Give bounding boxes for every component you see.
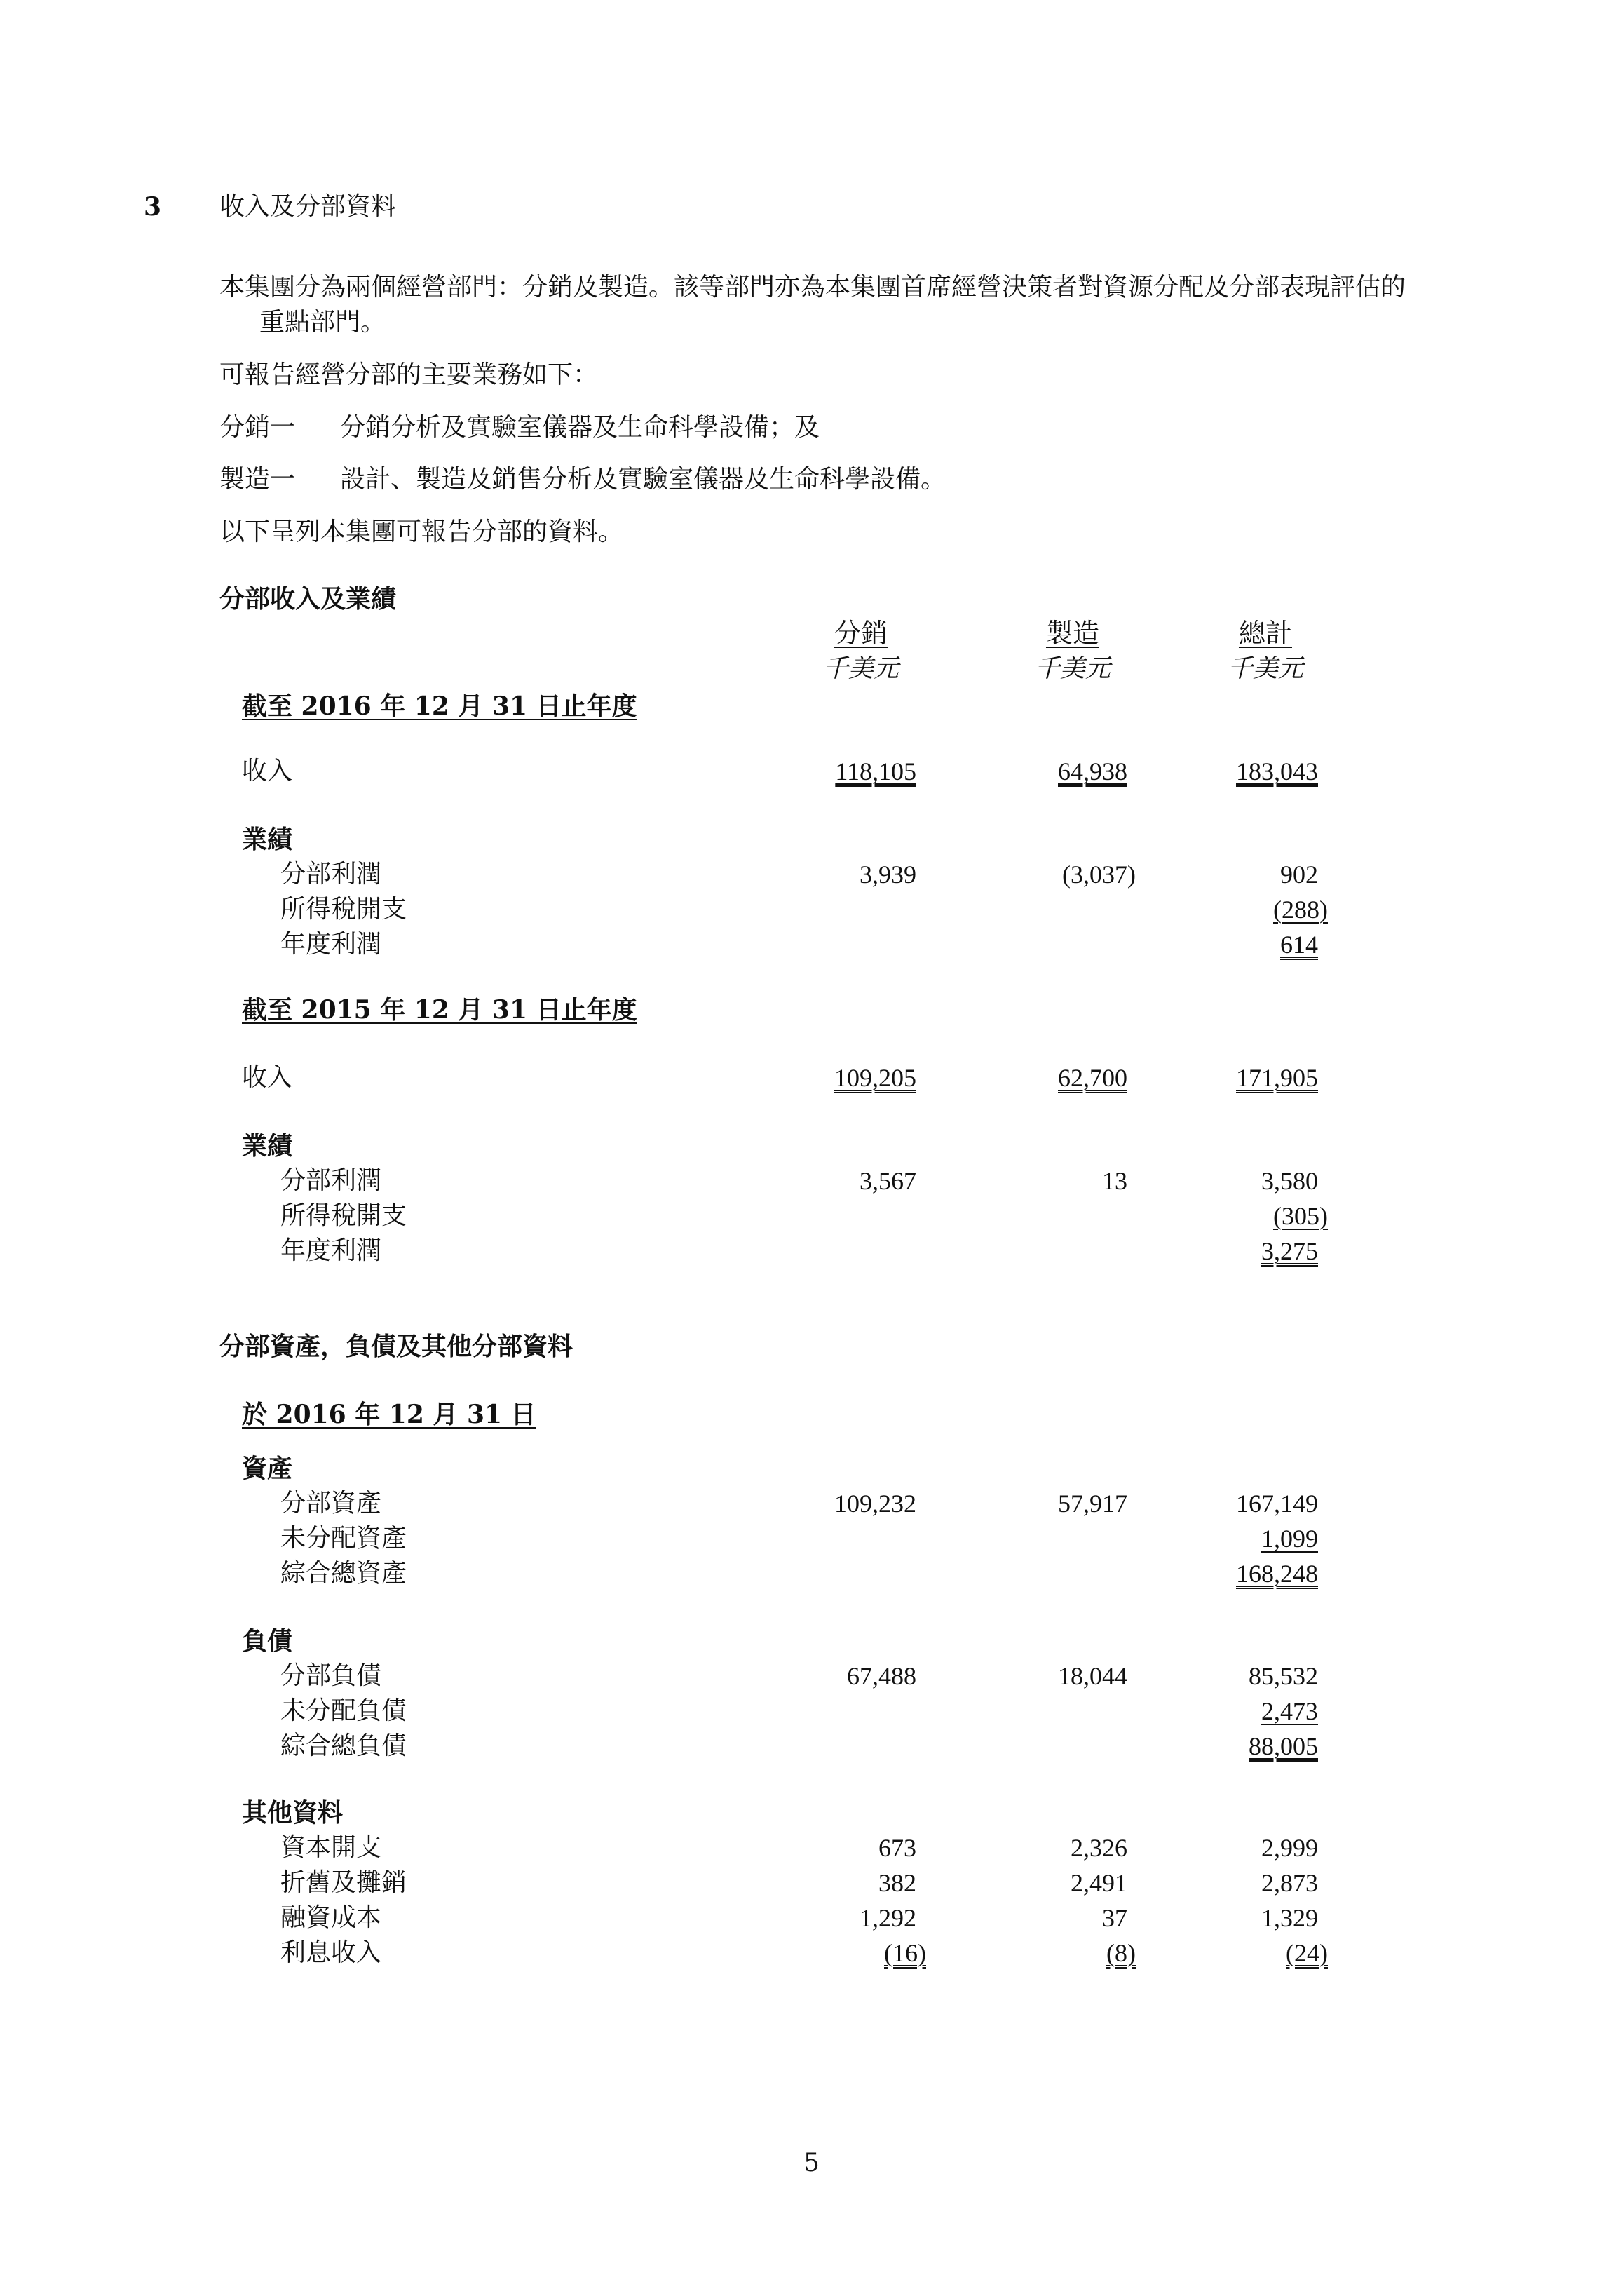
income-tax-2015-total: (305) bbox=[1273, 1202, 1328, 1230]
segments-intro: 可報告經營分部的主要業務如下： bbox=[219, 360, 599, 389]
revenue-2016-distribution: 118,105 bbox=[835, 757, 916, 785]
unallocated-assets-label: 未分配資產 bbox=[280, 1524, 407, 1553]
unallocated-assets-total: 1,099 bbox=[1261, 1525, 1318, 1553]
revenue-2016-label: 收入 bbox=[242, 757, 293, 785]
unit-manufacturing: 千美元 bbox=[1034, 654, 1111, 683]
assets-heading: 分部資產，負債及其他分部資料 bbox=[219, 1332, 573, 1361]
finance-cost-total: 1,329 bbox=[1261, 1904, 1318, 1932]
total-assets-total: 168,248 bbox=[1236, 1560, 1318, 1588]
segment-assets-manufacturing: 57,917 bbox=[1058, 1490, 1127, 1518]
total-liabilities-total: 88,005 bbox=[1249, 1732, 1318, 1760]
interest-income-distribution: (16) bbox=[884, 1939, 926, 1967]
unit-distribution: 千美元 bbox=[822, 654, 899, 683]
depreciation-total: 2,873 bbox=[1261, 1869, 1318, 1897]
revenue-2015-label: 收入 bbox=[242, 1063, 293, 1092]
segment-profit-2016-total: 902 bbox=[1280, 860, 1318, 889]
segment-profit-2016-manufacturing: (3,037) bbox=[1062, 860, 1136, 889]
finance-cost-label: 融資成本 bbox=[280, 1903, 382, 1932]
other-info-label: 其他資料 bbox=[242, 1798, 344, 1828]
results-2015-label: 業績 bbox=[242, 1131, 293, 1161]
results-heading: 分部收入及業績 bbox=[219, 584, 397, 614]
depreciation-manufacturing: 2,491 bbox=[1071, 1869, 1127, 1897]
capex-distribution: 673 bbox=[878, 1834, 916, 1862]
income-tax-2016-total: (288) bbox=[1273, 896, 1328, 924]
period-2016-heading: 截至 2016 年 12 月 31 日止年度 bbox=[242, 691, 637, 721]
column-total: 總計 bbox=[1238, 618, 1292, 649]
profit-2016-total: 614 bbox=[1280, 931, 1318, 959]
page-number: 5 bbox=[803, 2149, 820, 2177]
finance-cost-distribution: 1,292 bbox=[860, 1904, 916, 1932]
column-manufacturing: 製造 bbox=[1045, 618, 1099, 649]
unallocated-liabilities-label: 未分配負債 bbox=[280, 1696, 407, 1725]
income-tax-2015-label: 所得稅開支 bbox=[280, 1201, 407, 1230]
segment-manufacturing-name: 製造一 bbox=[219, 465, 296, 494]
segment-liabilities-manufacturing: 18,044 bbox=[1058, 1662, 1127, 1690]
segment-liabilities-label: 分部負債 bbox=[280, 1661, 382, 1690]
revenue-2016-manufacturing: 64,938 bbox=[1058, 757, 1127, 785]
segment-liabilities-distribution: 67,488 bbox=[847, 1662, 916, 1690]
depreciation-distribution: 382 bbox=[878, 1869, 916, 1897]
segment-assets-total: 167,149 bbox=[1236, 1490, 1318, 1518]
segment-info-intro: 以下呈列本集團可報告分部的資料。 bbox=[219, 518, 624, 546]
unallocated-liabilities-total: 2,473 bbox=[1261, 1697, 1318, 1725]
revenue-2016-total: 183,043 bbox=[1236, 757, 1318, 785]
profit-2015-label: 年度利潤 bbox=[280, 1236, 382, 1265]
finance-cost-manufacturing: 37 bbox=[1102, 1904, 1127, 1932]
segment-profit-2016-label: 分部利潤 bbox=[280, 860, 382, 889]
segment-profit-2015-manufacturing: 13 bbox=[1102, 1167, 1127, 1195]
unit-total: 千美元 bbox=[1227, 654, 1303, 683]
total-liabilities-label: 綜合總負債 bbox=[280, 1731, 407, 1760]
segment-profit-2015-distribution: 3,567 bbox=[860, 1167, 916, 1195]
capex-manufacturing: 2,326 bbox=[1071, 1834, 1127, 1862]
segment-distribution-desc: 分銷分析及實驗室儀器及生命科學設備；及 bbox=[340, 413, 820, 442]
segment-profit-2015-label: 分部利潤 bbox=[280, 1166, 382, 1195]
segment-liabilities-total: 85,532 bbox=[1249, 1662, 1318, 1690]
segment-assets-label: 分部資產 bbox=[280, 1489, 382, 1518]
revenue-2015-manufacturing: 62,700 bbox=[1058, 1064, 1127, 1092]
intro-paragraph-line1: 本集團分為兩個經營部門：分銷及製造。該等部門亦為本集團首席經營決策者對資源分配及分部表現評估的 bbox=[219, 273, 1406, 302]
profit-2015-total: 3,275 bbox=[1261, 1237, 1318, 1265]
interest-income-manufacturing: (8) bbox=[1106, 1939, 1136, 1967]
period-2015-heading: 截至 2015 年 12 月 31 日止年度 bbox=[242, 995, 637, 1025]
segment-profit-2016-distribution: 3,939 bbox=[860, 860, 916, 889]
income-tax-2016-label: 所得稅開支 bbox=[280, 895, 407, 924]
column-distribution: 分銷 bbox=[834, 618, 888, 649]
assets-label: 資產 bbox=[242, 1454, 293, 1483]
revenue-2015-total: 171,905 bbox=[1236, 1064, 1318, 1092]
interest-income-label: 利息收入 bbox=[280, 1938, 382, 1967]
interest-income-total: (24) bbox=[1286, 1939, 1328, 1967]
capex-label: 資本開支 bbox=[280, 1833, 382, 1862]
results-2016-label: 業績 bbox=[242, 825, 293, 854]
intro-paragraph-line2: 重點部門。 bbox=[259, 308, 386, 337]
segment-profit-2015-total: 3,580 bbox=[1261, 1167, 1318, 1195]
depreciation-label: 折舊及攤銷 bbox=[280, 1868, 407, 1897]
capex-total: 2,999 bbox=[1261, 1834, 1318, 1862]
total-assets-label: 綜合總資產 bbox=[280, 1559, 407, 1588]
segment-assets-distribution: 109,232 bbox=[834, 1490, 916, 1518]
section-title: 收入及分部資料 bbox=[219, 192, 397, 221]
revenue-2015-distribution: 109,205 bbox=[834, 1064, 916, 1092]
section-number: 3 bbox=[144, 192, 162, 222]
segment-manufacturing-desc: 設計、製造及銷售分析及實驗室儀器及生命科學設備。 bbox=[340, 465, 946, 494]
segment-distribution-name: 分銷一 bbox=[219, 413, 296, 442]
liabilities-label: 負債 bbox=[242, 1626, 293, 1656]
profit-2016-label: 年度利潤 bbox=[280, 930, 382, 959]
assets-date-heading: 於 2016 年 12 月 31 日 bbox=[242, 1400, 536, 1429]
